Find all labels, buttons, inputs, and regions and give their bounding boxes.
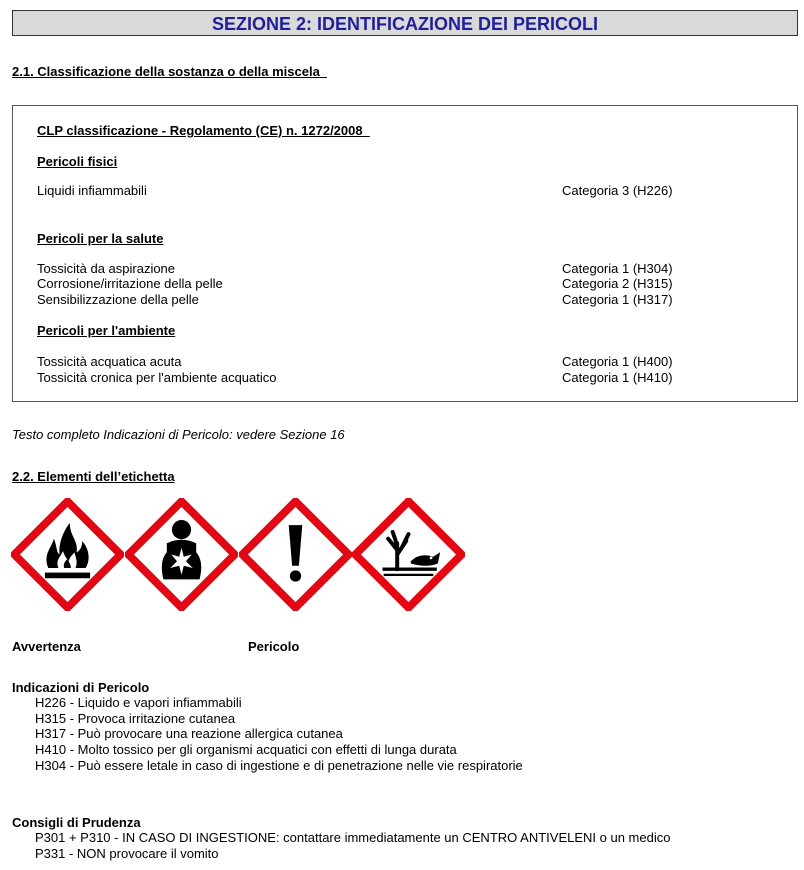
hazard-category: Categoria 2 (H315) [562, 276, 673, 291]
clp-title [37, 123, 370, 138]
hazard-category: Categoria 1 (H400) [562, 354, 673, 369]
hazard-statements-title: Indicazioni di Pericolo [12, 680, 150, 695]
hazard-category: Categoria 3 (H226) [562, 183, 673, 198]
hazard-statement: H226 - Liquido e vapori infiammabili [35, 695, 242, 710]
hazard-label: Sensibilizzazione della pelle [37, 292, 199, 307]
hazard-statement: H304 - Può essere letale in caso di ingestione e di penetrazione nelle vie respiratorie [35, 758, 523, 773]
group-title-health: Pericoli per la salute [37, 231, 164, 246]
section-title: SEZIONE 2: IDENTIFICAZIONE DEI PERICOLI [12, 10, 798, 36]
hazard-label: Tossicità acquatica acuta [37, 354, 182, 369]
hazard-category: Categoria 1 (H410) [562, 370, 673, 385]
precautionary-statement: P301 + P310 - IN CASO DI INGESTIONE: contattare immediatamente un CENTRO ANTIVELENI o un medico [35, 830, 671, 845]
hazard-label: Tossicità da aspirazione [37, 261, 176, 276]
hazard-label: Liquidi infiammabili [37, 183, 147, 198]
subsection-heading-2-1 [12, 64, 327, 79]
hazard-label: Corrosione/irritazione della pelle [37, 276, 223, 291]
hazard-category: Categoria 1 (H317) [562, 292, 673, 307]
exclamation-pictogram-icon [239, 498, 352, 611]
clp-title-text: CLP classificazione - Regolamento (CE) n. 1272/2008 [37, 123, 363, 138]
full-text-note: Testo completo Indicazioni di Pericolo: vedere Sezione 16 [12, 427, 345, 442]
hazard-statement: H317 - Può provocare una reazione allergica cutanea [35, 726, 343, 741]
flame-pictogram-icon [11, 498, 124, 611]
hazard-statement: H315 - Provoca irritazione cutanea [35, 711, 236, 726]
hazard-label: Tossicità cronica per l'ambiente acquatico [37, 370, 277, 385]
precautionary-title: Consigli di Prudenza [12, 815, 141, 830]
health-hazard-pictogram-icon [125, 498, 238, 611]
environment-pictogram-icon [352, 498, 465, 611]
group-title-physical: Pericoli fisici [37, 154, 118, 169]
hazard-category: Categoria 1 (H304) [562, 261, 673, 276]
hazard-statement: H410 - Molto tossico per gli organismi acquatici con effetti di lunga durata [35, 742, 457, 757]
signal-word-label: Avvertenza [12, 639, 81, 654]
group-title-environment: Pericoli per l'ambiente [37, 323, 176, 338]
subsection-heading-2-1-text: 2.1. Classificazione della sostanza o della miscela [12, 64, 320, 79]
precautionary-statement: P331 - NON provocare il vomito [35, 846, 219, 861]
subsection-heading-2-2: 2.2. Elementi dell’etichetta [12, 469, 175, 484]
signal-word-value: Pericolo [248, 639, 300, 654]
